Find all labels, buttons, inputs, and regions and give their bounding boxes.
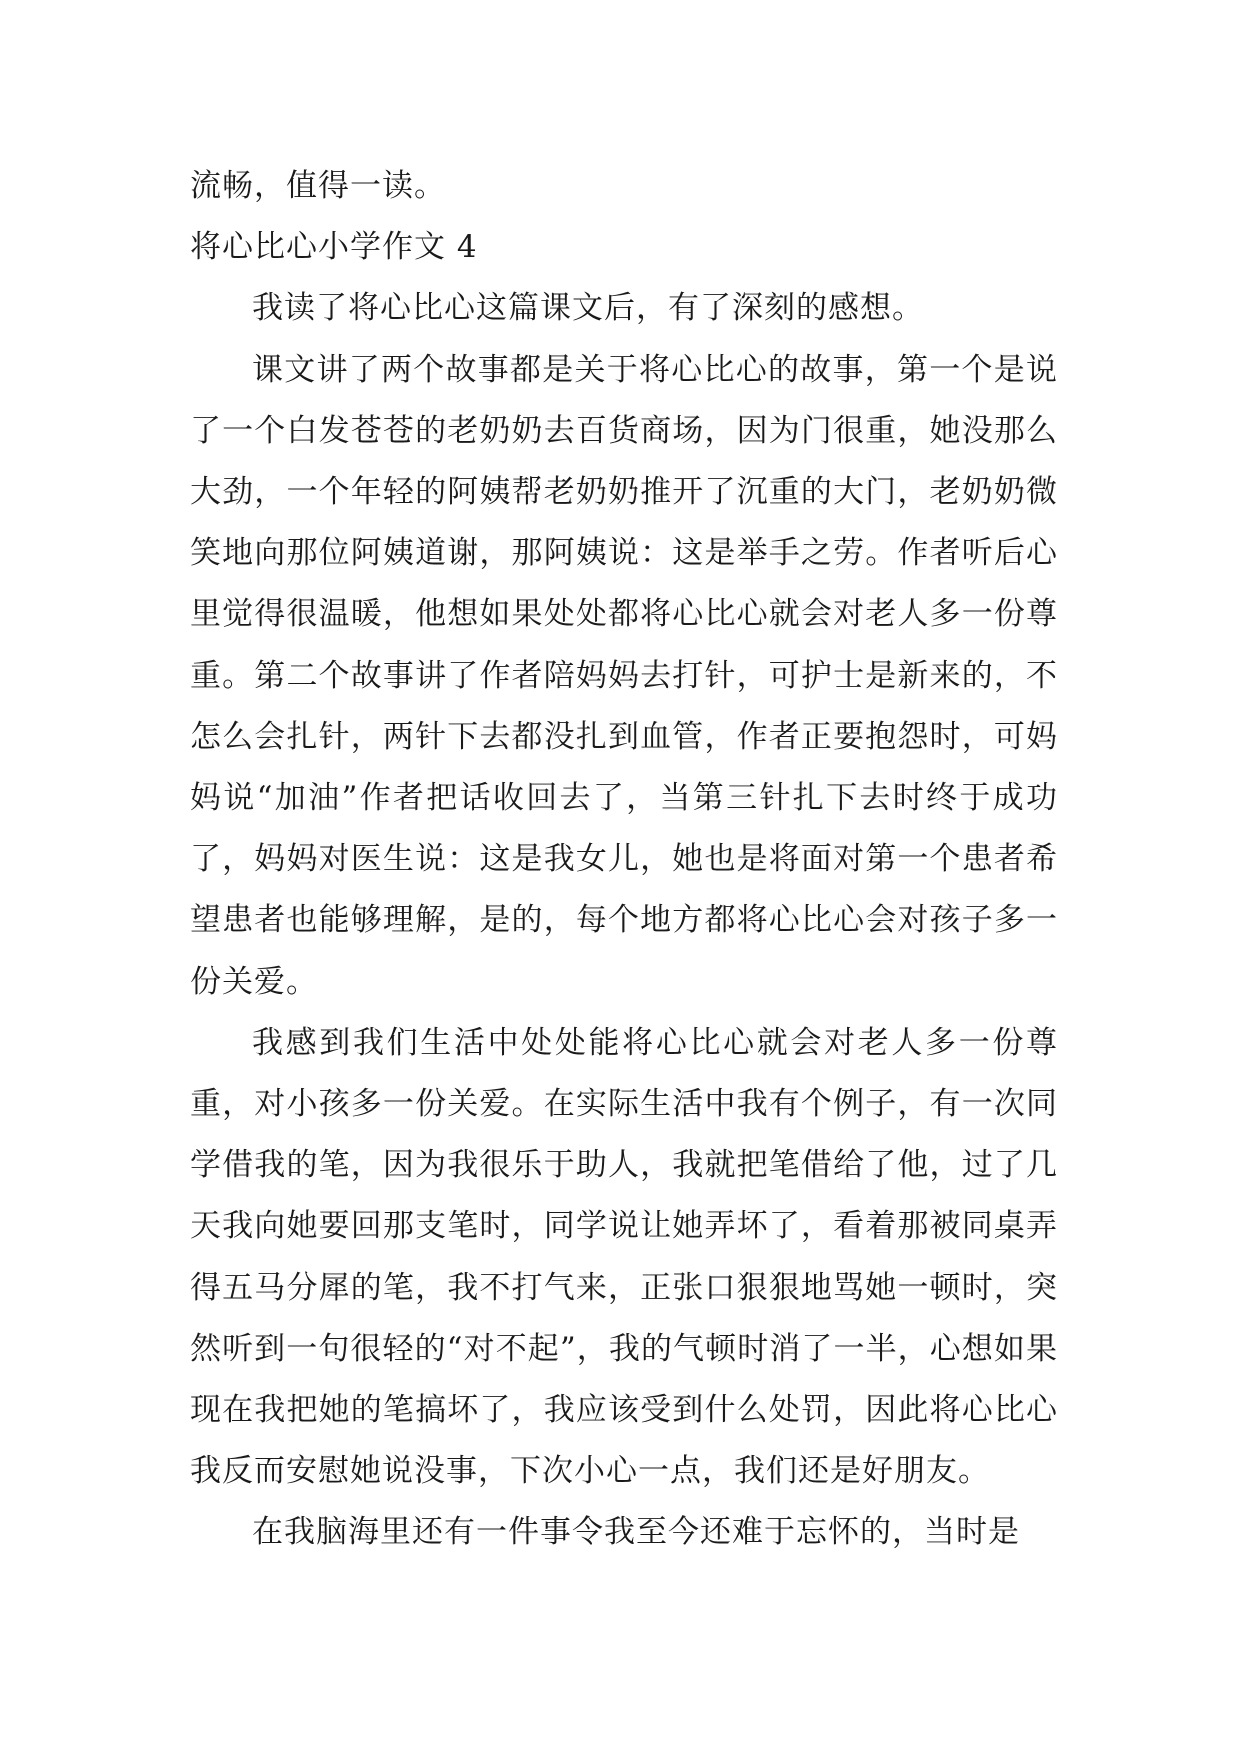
paragraph-continuation: 流畅，值得一读。 (190, 168, 446, 204)
essay-title: 将心比心小学作文 4 (190, 229, 478, 266)
paragraph-intro: 我读了将心比心这篇课文后，有了深刻的感想。 (252, 290, 924, 327)
document-body (190, 156, 1058, 1564)
paragraph-personal-example: 我感到我们生活中处处能将心比心就会对老人多一份尊重，对小孩多一份关爱。在实际生活中我有个例子，有一次同学借我的笔，因为我很乐于助人，我就把笔借给了他，过了几天我向她要回那支笔时，同学说让她弄坏了，看着那被同桌弄得五马分犀的笔，我不打气来，正张口狠狠地骂她一顿时，突然听到一句很轻的“对不起”，我的气顿时消了一半，心想如果现在我把她的笔搞坏了，我应该受到什么处罚，因此将心比心我反而安慰她说没事，下次小心一点，我们还是好朋友。 (190, 1024, 1058, 1490)
paragraph-memory: 在我脑海里还有一件事令我至今还难于忘怀的，当时是 (252, 1514, 1020, 1551)
paragraph-stories: 课文讲了两个故事都是关于将心比心的故事，第一个是说了一个白发苍苍的老奶奶去百货商场，因为门很重，她没那么大劲，一个年轻的阿姨帮老奶奶推开了沉重的大门，老奶奶微笑地向那位阿姨道谢，那阿姨说：这是举手之劳。作者听后心里觉得很温暖，他想如果处处都将心比心就会对老人多一份尊重。第二个故事讲了作者陪妈妈去打针，可护士是新来的，不怎么会扎针，两针下去都没扎到血管，作者正要抱怨时，可妈妈说“加油”作者把话收回去了，当第三针扎下去时终于成功了，妈妈对医生说：这是我女儿，她也是将面对第一个患者希望患者也能够理解，是的，每个地方都将心比心会对孩子多一份关爱。 (190, 351, 1058, 1000)
